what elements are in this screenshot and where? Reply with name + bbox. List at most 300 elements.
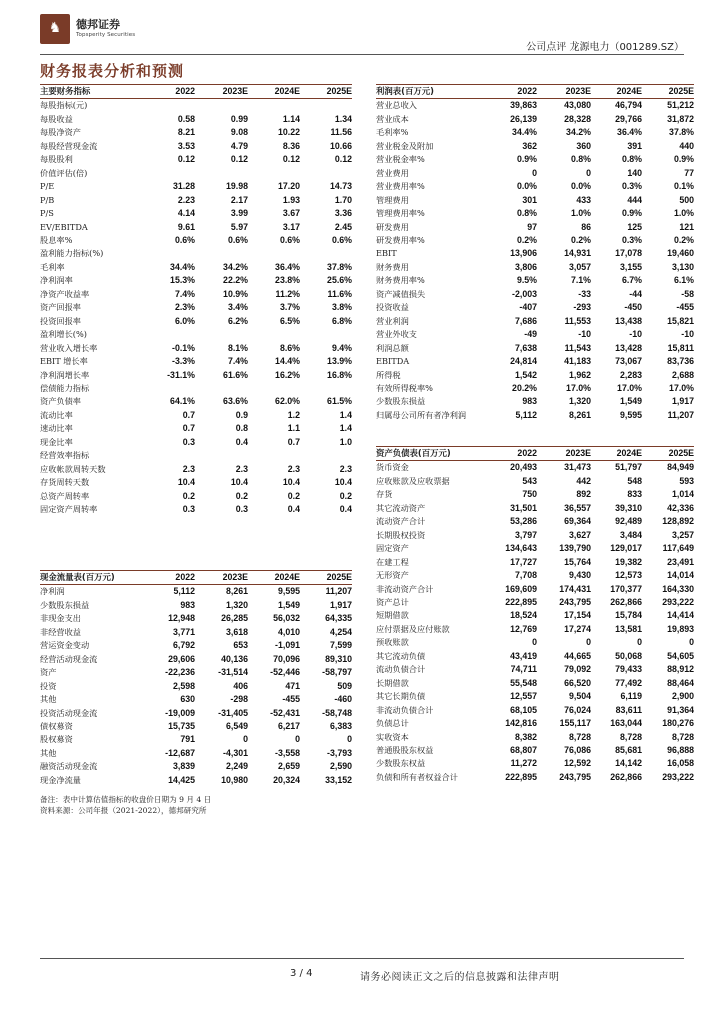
table-row (40, 261, 352, 274)
row-label: 盈利增长(%) (40, 329, 87, 340)
cell-value: 1.2 (287, 409, 300, 420)
table-row (40, 774, 352, 787)
table-row (40, 585, 352, 599)
cell-value: 13,906 (510, 248, 537, 259)
cell-value: -455 (676, 302, 694, 313)
row-label: 普通股股东权益 (376, 744, 434, 755)
cell-value: 15,811 (667, 342, 694, 353)
row-label: 非流动资产合计 (376, 583, 434, 594)
row-label: 管理费用率% (376, 208, 425, 219)
cell-value: 9,595 (619, 409, 642, 420)
cell-value: 77,492 (615, 677, 642, 688)
table-row (376, 771, 694, 784)
cell-value: 40,136 (221, 653, 248, 664)
cell-value: 2,590 (329, 761, 352, 772)
cell-value: 88,464 (667, 677, 694, 688)
table-row (40, 328, 352, 341)
row-label: 短期借款 (376, 610, 409, 621)
table-row (376, 704, 694, 717)
cell-value: 10,980 (221, 774, 248, 785)
table-title: 主要财务指标 (40, 85, 145, 99)
table-row (376, 757, 694, 770)
row-label: 每股净资产 (40, 127, 81, 138)
cell-value: 6,383 (329, 720, 352, 731)
cell-value: 1,917 (329, 599, 352, 610)
cell-value: 46,794 (615, 100, 642, 111)
cell-value: 6,119 (620, 691, 642, 702)
table-row (376, 261, 694, 274)
cell-value: -10 (681, 329, 694, 340)
column-header: 2024E (591, 447, 642, 461)
cell-value: 64.1% (170, 396, 195, 407)
cell-value: 0.4 (287, 504, 300, 515)
cell-value: 34.2% (566, 127, 591, 138)
cell-value: 9,430 (568, 570, 591, 581)
cell-value: 36.4% (617, 127, 642, 138)
cell-value: 31,501 (510, 502, 537, 513)
table-row (376, 609, 694, 622)
row-label: 固定资产周转率 (40, 504, 98, 515)
cell-value: 2.3 (287, 463, 300, 474)
cell-value: 0.7 (182, 423, 195, 434)
table-row (40, 140, 352, 153)
table-row (376, 247, 694, 260)
cell-value (300, 99, 352, 113)
cell-value: 548 (627, 475, 642, 486)
table-row (376, 596, 694, 609)
cell-value: 4.79 (230, 140, 248, 151)
table-row (40, 490, 352, 503)
cell-value: 3.4% (227, 302, 248, 313)
row-label: 营业收入增长率 (40, 342, 98, 353)
cell-value: 15,784 (615, 610, 642, 621)
company-logo (40, 14, 70, 44)
cell-value: 7,638 (514, 342, 537, 353)
cell-value: 142,816 (505, 718, 537, 729)
cell-value: 56,032 (273, 613, 300, 624)
cell-value: 14,142 (615, 758, 642, 769)
cell-value: 7.4% (227, 356, 248, 367)
cell-value: 16,058 (667, 758, 694, 769)
column-header: 2022 (480, 85, 537, 99)
table-row (376, 650, 694, 663)
cell-value: 28,328 (564, 113, 591, 124)
cell-value: 25.6% (327, 275, 352, 286)
cell-value: -19,009 (165, 707, 195, 718)
cell-value: 6.5% (279, 315, 300, 326)
cell-value: 17,274 (564, 623, 591, 634)
row-label: EV/EBITDA (40, 221, 88, 232)
cell-value: 593 (679, 475, 694, 486)
cell-value: 76,086 (564, 744, 591, 755)
cell-value: 1.4 (339, 423, 352, 434)
row-label: 非经营收益 (40, 626, 81, 637)
cell-value: 16.2% (275, 369, 300, 380)
cell-value: 0.3 (182, 504, 195, 515)
logo-name-cn: 德邦证券 (76, 18, 120, 31)
cell-value: 1.34 (334, 113, 352, 124)
cell-value: 4.14 (177, 208, 195, 219)
cell-value: 1.0% (570, 208, 591, 219)
cell-value: 10.4 (177, 477, 195, 488)
cell-value: 6,217 (277, 720, 300, 731)
table-row (40, 503, 352, 516)
table-row (40, 626, 352, 639)
cell-value: 11.6% (327, 288, 352, 299)
table-row (376, 529, 694, 542)
cell-value: 76,024 (564, 704, 591, 715)
row-label: 盈利能力指标(%) (40, 248, 104, 259)
row-label: 营业总收入 (376, 100, 417, 111)
cell-value: 22.2% (223, 275, 248, 286)
row-label: P/S (40, 208, 54, 219)
table-row (40, 234, 352, 247)
cell-value: 9.4% (331, 342, 352, 353)
table-row (376, 677, 694, 690)
cell-value: 6.8% (331, 315, 352, 326)
table-header-row (40, 85, 352, 99)
cell-value: 96,888 (667, 744, 694, 755)
cell-value: 62.0% (275, 396, 300, 407)
cell-value: 0.0% (516, 181, 537, 192)
cell-value: 64,335 (325, 613, 352, 624)
row-label: 净资产收益率 (40, 288, 90, 299)
cell-value: 10.4 (282, 477, 300, 488)
table-row (376, 180, 694, 193)
cell-value: 0.2 (339, 490, 352, 501)
cell-value (248, 382, 300, 395)
cell-value: -407 (519, 302, 537, 313)
row-label: 营业外收支 (376, 329, 417, 340)
cell-value: 262,866 (610, 771, 642, 782)
row-label: 其他 (40, 747, 57, 758)
cell-value: 750 (522, 489, 537, 500)
cell-value: 6.7% (621, 275, 642, 286)
cell-value: 301 (522, 194, 537, 205)
note-line: 备注：表中计算估值指标的收盘价日期为 9 月 4 日 (40, 795, 212, 804)
cell-value: 222,895 (505, 596, 537, 607)
cell-value: 7,686 (514, 315, 537, 326)
row-label: 营业费用率% (376, 181, 425, 192)
cell-value: 140 (627, 167, 642, 178)
cell-value: 9.61 (177, 221, 195, 232)
cell-value: 791 (180, 734, 195, 745)
cell-value: 440 (679, 140, 694, 151)
row-label: 管理费用 (376, 194, 409, 205)
cell-value: 79,433 (615, 664, 642, 675)
income-statement-table (376, 84, 694, 422)
row-label: 少数股东损益 (376, 396, 426, 407)
cell-value: 23.8% (275, 275, 300, 286)
row-label: 投资回报率 (40, 315, 81, 326)
header-divider (40, 54, 684, 55)
table-row (376, 274, 694, 287)
legal-disclaimer: 请务必阅读正文之后的信息披露和法律声明 (360, 972, 560, 983)
cell-value: 16.8% (327, 369, 352, 380)
cell-value: 34.4% (170, 261, 195, 272)
cell-value (145, 382, 195, 395)
cell-value: 892 (576, 489, 591, 500)
table-row (376, 623, 694, 636)
cell-value: 11.2% (275, 288, 300, 299)
cell-value: 0.4 (339, 504, 352, 515)
cell-value: 24,814 (510, 356, 537, 367)
row-label: 流动比率 (40, 409, 73, 420)
table-header-row (40, 571, 352, 585)
cell-value: 3.99 (230, 208, 248, 219)
cell-value: 6.1% (673, 275, 694, 286)
table-row (40, 369, 352, 382)
cell-value: 6.0% (174, 315, 195, 326)
cell-value: 0.9% (621, 208, 642, 219)
cell-value: -0.1% (172, 342, 195, 353)
cell-value: 0.6% (331, 234, 352, 245)
table-row (376, 328, 694, 341)
cell-value: 8,382 (514, 731, 537, 742)
cell-value: -58 (681, 288, 694, 299)
cell-value: 222,895 (505, 771, 537, 782)
cell-value: 6,792 (172, 640, 195, 651)
cell-value: 0.12 (177, 154, 195, 165)
row-label: 资产 (40, 667, 57, 678)
cell-value: -31.1% (167, 369, 195, 380)
table-row (40, 422, 352, 435)
table-header-row (376, 447, 694, 461)
cell-value: 15,735 (168, 720, 195, 731)
cell-value (248, 99, 300, 113)
row-label: 应收账款及应收票据 (376, 475, 450, 486)
cell-value: -4,301 (223, 747, 248, 758)
cell-value: -33 (578, 288, 591, 299)
cell-value: 8,728 (619, 731, 642, 742)
table-row (40, 113, 352, 126)
cell-value: 180,276 (662, 718, 694, 729)
cell-value: 4,254 (329, 626, 352, 637)
cell-value: 0.99 (230, 113, 248, 124)
cell-value: 121 (679, 221, 694, 232)
row-label: 资产减值损失 (376, 288, 426, 299)
row-label: 每股指标(元) (40, 100, 88, 111)
cell-value: -52,431 (270, 707, 300, 718)
table-row (376, 488, 694, 501)
cell-value: 31,872 (667, 113, 694, 124)
table-row (40, 707, 352, 720)
table-row (376, 583, 694, 596)
cell-value: 7,599 (329, 640, 352, 651)
cell-value: 983 (180, 599, 195, 610)
cell-value: 86 (581, 221, 591, 232)
cell-value: 15,821 (667, 315, 694, 326)
cell-value: 0.2 (182, 490, 195, 501)
table-row (376, 140, 694, 153)
cell-value: 243,795 (559, 596, 591, 607)
cell-value: 129,017 (610, 543, 642, 554)
cell-value: -455 (282, 694, 300, 705)
table-title: 资产负债表(百万元) (376, 447, 480, 461)
cell-value: 5,112 (515, 409, 537, 420)
cell-value: 14,425 (168, 774, 195, 785)
row-label: 实收资本 (376, 731, 409, 742)
column-header: 2023E (537, 447, 591, 461)
cell-value: 11,272 (510, 758, 537, 769)
cell-value: 50,068 (615, 650, 642, 661)
source-notes (40, 794, 211, 816)
cell-value: 5.97 (230, 221, 248, 232)
table-row (40, 747, 352, 760)
cell-value: 0 (586, 637, 591, 648)
cell-value: 1,962 (568, 369, 591, 380)
cell-value: 29,606 (168, 653, 195, 664)
balance-sheet-table (376, 446, 694, 784)
row-label: 毛利率 (40, 261, 65, 272)
cell-value (145, 99, 195, 113)
row-label: 其他 (40, 694, 57, 705)
cell-value: 0.3% (621, 181, 642, 192)
row-label: 货币资金 (376, 462, 409, 473)
cell-value: 69,364 (564, 516, 591, 527)
row-label: 非现金支出 (40, 613, 81, 624)
row-label: 营业费用 (376, 167, 409, 178)
row-label: P/B (40, 194, 55, 205)
cell-value (195, 449, 248, 462)
table-row (40, 194, 352, 207)
cell-value: 0.0% (570, 181, 591, 192)
cell-value: -1,091 (275, 640, 300, 651)
cell-value: 83,736 (667, 356, 694, 367)
cell-value: 0.2% (570, 234, 591, 245)
cell-value: 15,764 (564, 556, 591, 567)
cell-value: 2,659 (277, 761, 300, 772)
cell-value: 41,183 (564, 356, 591, 367)
column-header: 2023E (195, 85, 248, 99)
cell-value: -298 (230, 694, 248, 705)
cell-value: 0 (532, 637, 537, 648)
cell-value: 1,549 (619, 396, 642, 407)
table-row (40, 653, 352, 666)
cell-value: 8.6% (279, 342, 300, 353)
row-label: 股权募资 (40, 734, 73, 745)
cell-value: 0.6% (279, 234, 300, 245)
cell-value (145, 328, 195, 341)
table-row (40, 288, 352, 301)
table-row (376, 301, 694, 314)
cell-value: 11,207 (667, 409, 694, 420)
cell-value: 0.3 (235, 504, 248, 515)
cell-value: 433 (576, 194, 591, 205)
table-row (376, 369, 694, 382)
cell-value: 1,014 (671, 489, 694, 500)
cell-value: 12,557 (510, 691, 537, 702)
cell-value: 0 (586, 167, 591, 178)
table-row (40, 207, 352, 220)
table-row (40, 409, 352, 422)
cell-value: 83,611 (615, 704, 642, 715)
column-header: 2025E (300, 85, 352, 99)
row-label: 研发费用率% (376, 234, 425, 245)
cell-value: 0 (295, 734, 300, 745)
row-label: 所得税 (376, 369, 401, 380)
cell-value: 70,096 (273, 653, 300, 664)
row-label: 营运资金变动 (40, 640, 90, 651)
cell-value: 2.23 (177, 194, 195, 205)
row-label: 存货周转天数 (40, 477, 90, 488)
cell-value: 8.36 (282, 140, 300, 151)
row-label: 负债总计 (376, 718, 409, 729)
cell-value: 9,504 (568, 691, 591, 702)
cell-value: 2,688 (671, 369, 694, 380)
cell-value: 444 (627, 194, 642, 205)
table-row (40, 639, 352, 652)
cell-value: 12,769 (510, 623, 537, 634)
cell-value: 11,207 (325, 586, 352, 597)
cell-value: 34.2% (223, 261, 248, 272)
table-row (376, 409, 694, 422)
cell-value: -52,446 (270, 667, 300, 678)
table-row (40, 221, 352, 234)
cell-value: 0.6% (174, 234, 195, 245)
row-label: 其它流动资产 (376, 502, 426, 513)
row-label: 总资产周转率 (40, 490, 90, 501)
cell-value: 10.4 (334, 477, 352, 488)
row-label: 应付票据及应付账款 (376, 623, 450, 634)
row-label: 少数股东损益 (40, 599, 90, 610)
cell-value: 262,866 (610, 596, 642, 607)
column-header: 2024E (591, 85, 642, 99)
row-label: 固定资产 (376, 543, 409, 554)
table-row (40, 599, 352, 612)
cell-value: 44,665 (564, 650, 591, 661)
cell-value: 19.98 (225, 181, 248, 192)
cell-value: 0.9 (235, 409, 248, 420)
cell-value: -58,748 (322, 707, 352, 718)
row-label: EBITDA (376, 356, 410, 367)
row-label: 存货 (376, 489, 393, 500)
row-label: 偿债能力指标 (40, 382, 90, 393)
cell-value (145, 167, 195, 180)
column-header: 2022 (145, 85, 195, 99)
cell-value: 3.8% (331, 302, 352, 313)
cell-value: -10 (578, 329, 591, 340)
report-tag: 公司点评 龙源电力（001289.SZ） (526, 42, 684, 53)
table-row (40, 666, 352, 679)
row-label: 每股收益 (40, 113, 73, 124)
cell-value: 4,010 (277, 626, 300, 637)
cell-value: 29,766 (615, 113, 642, 124)
logo-name-en: Topsperity Securities (76, 32, 136, 38)
cell-value (248, 328, 300, 341)
column-header: 2024E (248, 85, 300, 99)
cell-value: 13,438 (615, 315, 642, 326)
table-row (376, 234, 694, 247)
table-row (40, 382, 352, 395)
row-label: 归属母公司所有者净利润 (376, 409, 467, 420)
cell-value: 3.17 (282, 221, 300, 232)
cell-value: 1,320 (225, 599, 248, 610)
row-label: 利润总额 (376, 342, 409, 353)
cell-value: 471 (285, 680, 300, 691)
logo-emblem-icon: ♞ (48, 20, 62, 36)
table-row (40, 449, 352, 462)
cell-value: 8,728 (568, 731, 591, 742)
column-header: 2022 (480, 447, 537, 461)
table-row (376, 744, 694, 757)
cell-value (145, 449, 195, 462)
cell-value: 7.1% (570, 275, 591, 286)
row-label: 投资 (40, 680, 57, 691)
cell-value: 19,382 (615, 556, 642, 567)
cell-value: 19,893 (667, 623, 694, 634)
table-row (40, 436, 352, 449)
